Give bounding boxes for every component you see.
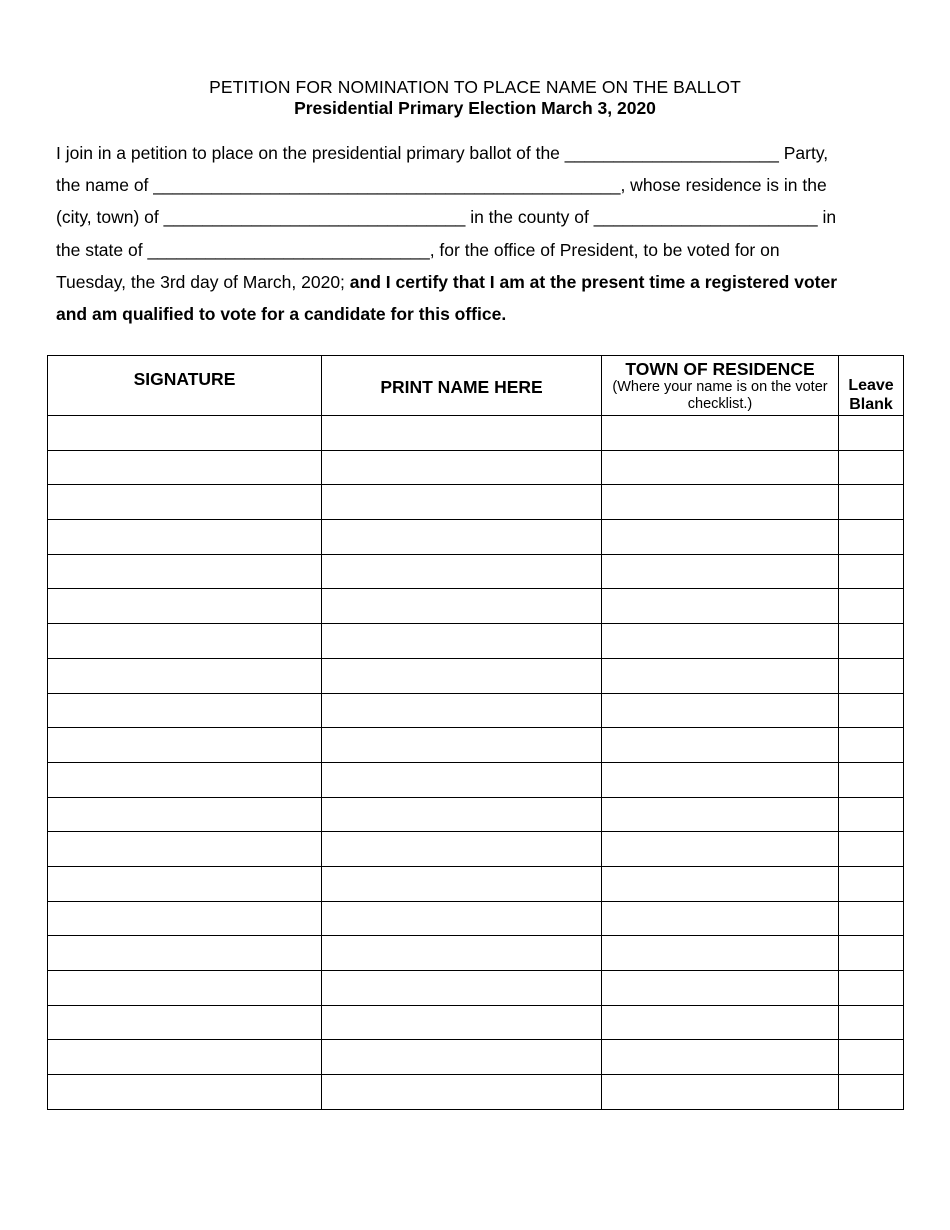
print-name-cell[interactable] <box>322 797 602 832</box>
signature-cell[interactable] <box>48 624 322 659</box>
leave-blank-cell <box>839 1005 904 1040</box>
table-row <box>48 901 904 936</box>
print-name-cell[interactable] <box>322 485 602 520</box>
signature-cell[interactable] <box>48 971 322 1006</box>
town-cell[interactable] <box>602 416 839 451</box>
print-name-cell[interactable] <box>322 1075 602 1110</box>
town-cell[interactable] <box>602 1040 839 1075</box>
leave-blank-cell <box>839 1075 904 1110</box>
leave-blank-cell <box>839 728 904 763</box>
signature-cell[interactable] <box>48 1040 322 1075</box>
leave-blank-cell <box>839 589 904 624</box>
town-cell[interactable] <box>602 762 839 797</box>
print-name-cell[interactable] <box>322 554 602 589</box>
leave-blank-cell <box>839 658 904 693</box>
leave-blank-cell <box>839 832 904 867</box>
signature-cell[interactable] <box>48 728 322 763</box>
leave-blank-cell <box>839 797 904 832</box>
town-cell[interactable] <box>602 1005 839 1040</box>
petition-date-text: Tuesday, the 3rd day of March, 2020; <box>56 271 350 292</box>
print-name-cell[interactable] <box>322 866 602 901</box>
town-cell[interactable] <box>602 554 839 589</box>
print-name-cell[interactable] <box>322 589 602 624</box>
table-header-row <box>48 356 904 416</box>
table-row <box>48 1040 904 1075</box>
signature-cell[interactable] <box>48 797 322 832</box>
table-row <box>48 936 904 971</box>
town-cell[interactable] <box>602 520 839 555</box>
signature-cell[interactable] <box>48 554 322 589</box>
signature-cell[interactable] <box>48 416 322 451</box>
form-subtitle: Presidential Primary Election March 3, 2020 <box>294 98 656 118</box>
print-name-cell[interactable] <box>322 693 602 728</box>
town-cell[interactable] <box>602 693 839 728</box>
town-cell[interactable] <box>602 971 839 1006</box>
signature-cell[interactable] <box>48 658 322 693</box>
petition-line-3: (city, town) of _______________________________ in the county of _______________________ in <box>56 207 837 228</box>
signature-cell[interactable] <box>48 485 322 520</box>
print-name-cell[interactable] <box>322 832 602 867</box>
town-cell[interactable] <box>602 624 839 659</box>
print-name-cell[interactable] <box>322 901 602 936</box>
table-row <box>48 1075 904 1110</box>
print-name-cell[interactable] <box>322 728 602 763</box>
town-cell[interactable] <box>602 832 839 867</box>
table-row <box>48 554 904 589</box>
town-column-note: (Where your name is on the voter checklist.) <box>612 378 828 412</box>
signature-cell[interactable] <box>48 450 322 485</box>
signature-cell[interactable] <box>48 520 322 555</box>
print-name-cell[interactable] <box>322 936 602 971</box>
signature-cell[interactable] <box>48 1075 322 1110</box>
leave-blank-column-header <box>839 356 904 416</box>
signature-cell[interactable] <box>48 693 322 728</box>
leave-blank-cell <box>839 936 904 971</box>
signature-cell[interactable] <box>48 832 322 867</box>
town-cell[interactable] <box>602 589 839 624</box>
table-row <box>48 797 904 832</box>
table-row <box>48 416 904 451</box>
petition-statement <box>56 137 906 330</box>
print-name-cell[interactable] <box>322 624 602 659</box>
town-cell[interactable] <box>602 728 839 763</box>
leave-blank-cell <box>839 901 904 936</box>
table-row <box>48 971 904 1006</box>
petition-line-1: I join in a petition to place on the presidential primary ballot of the ______________________ Party, <box>56 143 829 163</box>
signature-cell[interactable] <box>48 901 322 936</box>
town-cell[interactable] <box>602 866 839 901</box>
town-column-header <box>602 356 839 416</box>
town-cell[interactable] <box>602 450 839 485</box>
town-column-title: TOWN OF RESIDENCE <box>625 358 815 379</box>
petition-line-2: the name of ________________________________________________, whose residence is in the <box>56 175 827 196</box>
table-row <box>48 1005 904 1040</box>
table-row <box>48 450 904 485</box>
town-cell[interactable] <box>602 485 839 520</box>
print-name-cell[interactable] <box>322 416 602 451</box>
town-cell[interactable] <box>602 936 839 971</box>
signature-column-header: SIGNATURE <box>48 356 322 416</box>
certification-text-end: and am qualified to vote for a candidate for this office. <box>56 303 507 324</box>
certification-text-start: and I certify that I am at the present time a registered voter <box>349 271 838 292</box>
town-cell[interactable] <box>602 901 839 936</box>
leave-blank-cell <box>839 450 904 485</box>
signature-cell[interactable] <box>48 936 322 971</box>
leave-blank-cell <box>839 416 904 451</box>
table-row <box>48 624 904 659</box>
table-row <box>48 728 904 763</box>
table-row <box>48 832 904 867</box>
print-name-cell[interactable] <box>322 450 602 485</box>
table-row <box>48 658 904 693</box>
signature-rows <box>48 416 904 1110</box>
signature-cell[interactable] <box>48 866 322 901</box>
print-name-cell[interactable] <box>322 971 602 1006</box>
petition-line-6 <box>56 298 906 330</box>
leave-blank-cell <box>839 693 904 728</box>
petition-line-4: the state of _____________________________, for the office of President, to be voted for on <box>56 239 780 260</box>
petition-line-5 <box>56 266 906 298</box>
town-cell[interactable] <box>602 658 839 693</box>
leave-blank-cell <box>839 485 904 520</box>
signature-cell[interactable] <box>48 1005 322 1040</box>
table-row <box>48 520 904 555</box>
form-title: PETITION FOR NOMINATION TO PLACE NAME ON THE BALLOT <box>209 77 741 97</box>
town-cell[interactable] <box>602 1075 839 1110</box>
table-row <box>48 693 904 728</box>
leave-blank-cell <box>839 624 904 659</box>
form-header <box>0 77 950 119</box>
print-name-cell[interactable] <box>322 1040 602 1075</box>
signature-table <box>47 355 904 1110</box>
leave-blank-cell <box>839 1040 904 1075</box>
print-name-column-header: PRINT NAME HERE <box>322 356 602 416</box>
print-name-cell[interactable] <box>322 520 602 555</box>
print-name-cell[interactable] <box>322 658 602 693</box>
table-row <box>48 485 904 520</box>
table-row <box>48 762 904 797</box>
leave-blank-cell <box>839 762 904 797</box>
leave-blank-cell <box>839 971 904 1006</box>
print-name-cell[interactable] <box>322 762 602 797</box>
table-row <box>48 589 904 624</box>
leave-blank-label: Leave Blank <box>848 376 894 413</box>
table-row <box>48 866 904 901</box>
print-name-cell[interactable] <box>322 1005 602 1040</box>
leave-blank-cell <box>839 866 904 901</box>
leave-blank-cell <box>839 520 904 555</box>
signature-cell[interactable] <box>48 589 322 624</box>
town-cell[interactable] <box>602 797 839 832</box>
leave-blank-cell <box>839 554 904 589</box>
signature-cell[interactable] <box>48 762 322 797</box>
